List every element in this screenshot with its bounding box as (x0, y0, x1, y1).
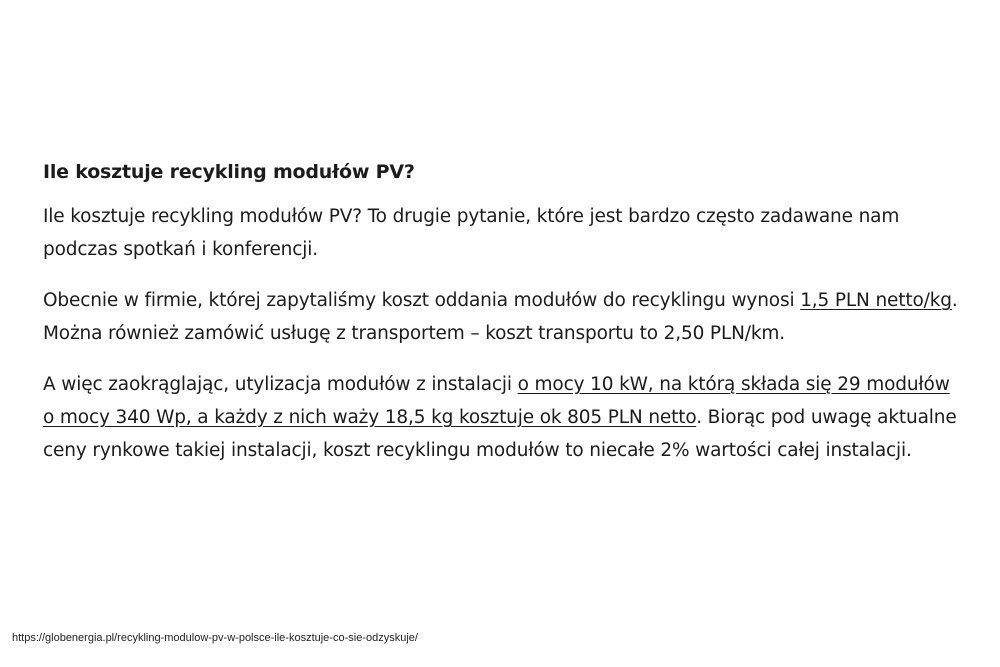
paragraph-intro (43, 200, 963, 266)
source-url: https://globenergia.pl/recykling-modulow-pv-w-polsce-ile-kosztuje-co-sie-odzyskuje/ (12, 632, 418, 644)
article-heading: Ile kosztuje recykling modułów PV? (43, 161, 415, 183)
paragraph-cost-text-after: . Można również zamówić usługę z transportem – koszt transportu to 2,50 PLN/km. (43, 290, 958, 344)
article (43, 158, 963, 485)
installation-cost-link[interactable]: o mocy 10 kW, na którą składa się 29 modułów o mocy 340 Wp, a każdy z nich waży 18,5 kg kosztuje ok 805 PLN netto (43, 374, 950, 428)
paragraph-intro-text: Ile kosztuje recykling modułów PV? To drugie pytanie, które jest bardzo często zadawane nam podczas spotkań i konferencji. (43, 206, 900, 260)
paragraph-cost (43, 284, 963, 350)
paragraph-summary (43, 368, 963, 467)
paragraph-summary-text-before: A więc zaokrąglając, utylizacja modułów z instalacji (43, 374, 518, 395)
paragraph-cost-text-before: Obecnie w firmie, której zapytaliśmy koszt oddania modułów do recyklingu wynosi (43, 290, 801, 311)
paragraph-summary-text-after: . Biorąc pod uwagę aktualne ceny rynkowe takiej instalacji, koszt recyklingu modułów to niecałe 2% wartości całej instalacji. (43, 407, 957, 461)
cost-per-kg-link[interactable]: 1,5 PLN netto/kg (800, 290, 952, 311)
